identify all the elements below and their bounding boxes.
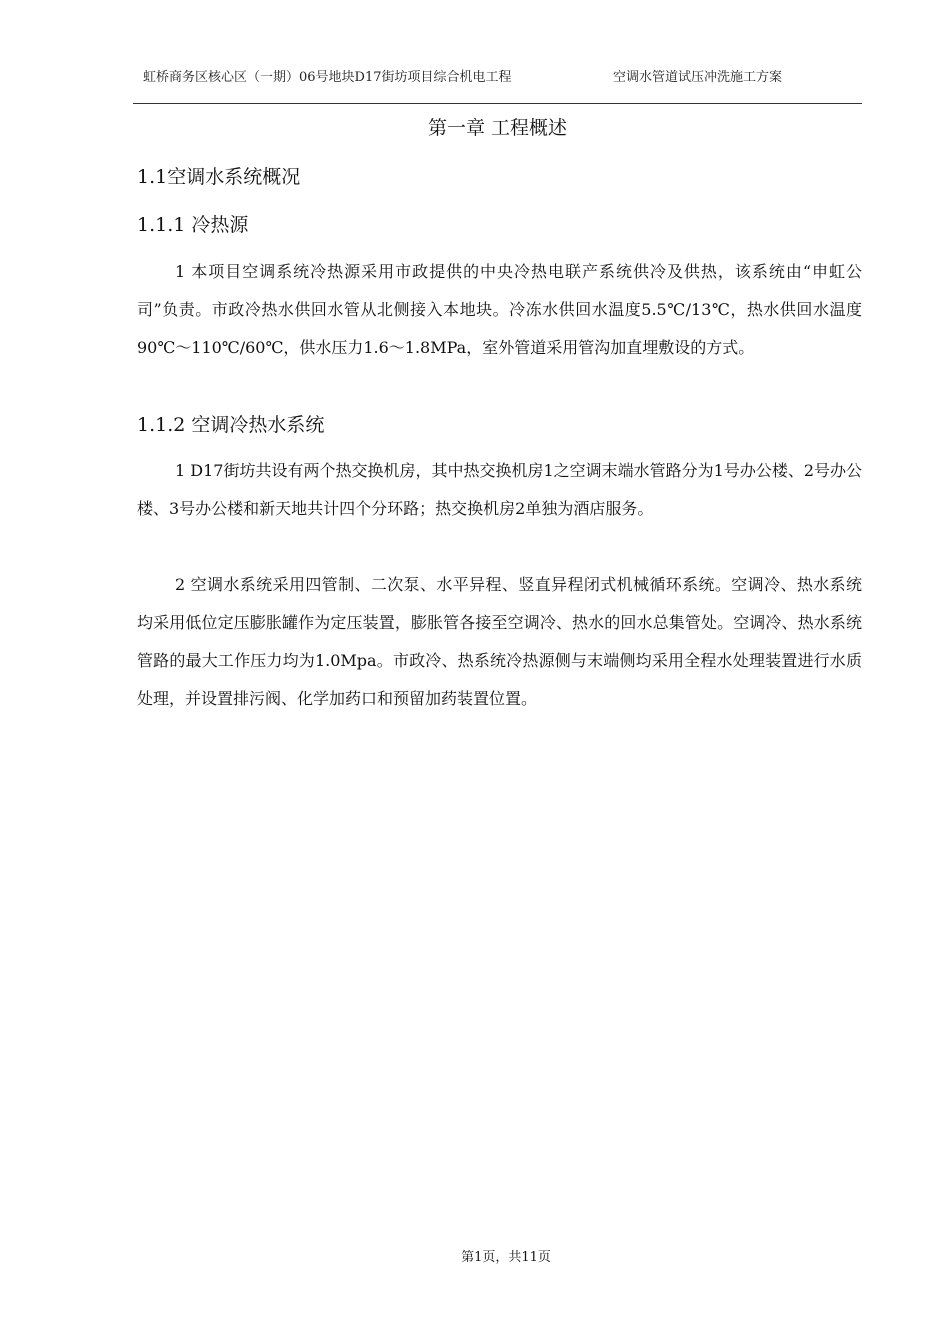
header-document-title: 空调水管道试压冲洗施工方案: [613, 70, 783, 85]
page-number: 第1页，共11页: [461, 1250, 551, 1265]
section-heading-1-1-1: 1.1.1 冷热源: [137, 214, 249, 236]
chapter-title: 第一章 工程概述: [427, 117, 568, 139]
paragraph-heat-source: 1 本项目空调系统冷热源采用市政提供的中央冷热电联产系统供冷及供热，该系统由“申虹公司”负责。市政冷热水供回水管从北侧接入本地块。冷冻水供回水温度5.5℃/13℃，热水供回水温度90℃～110℃/60℃，供水压力1.6～1.8MPa，室外管道采用管沟加直埋敷设的方式。: [137, 262, 862, 357]
header-project-name: 虹桥商务区核心区（一期）06号地块D17街坊项目综合机电工程: [143, 70, 512, 85]
section-heading-1-1: 1.1空调水系统概况: [137, 166, 301, 188]
paragraph-heat-exchange-rooms: 1 D17街坊共设有两个热交换机房，其中热交换机房1之空调末端水管路分为1号办公楼、2号办公楼、3号办公楼和新天地共计四个分环路；热交换机房2单独为酒店服务。: [137, 461, 862, 518]
section-heading-1-1-2: 1.1.2 空调冷热水系统: [137, 414, 325, 436]
paragraph-water-system: 2 空调水系统采用四管制、二次泵、水平异程、竖直异程闭式机械循环系统。空调冷、热水系统均采用低位定压膨胀罐作为定压装置，膨胀管各接至空调冷、热水的回水总集管处。空调冷、热水系统管路的最大工作压力均为1.0Mpa。市政冷、热系统冷热源侧与末端侧均采用全程水处理装置进行水质处理，并设置排污阀、化学加药口和预留加药装置位置。: [137, 575, 862, 708]
header-divider: [133, 103, 862, 104]
